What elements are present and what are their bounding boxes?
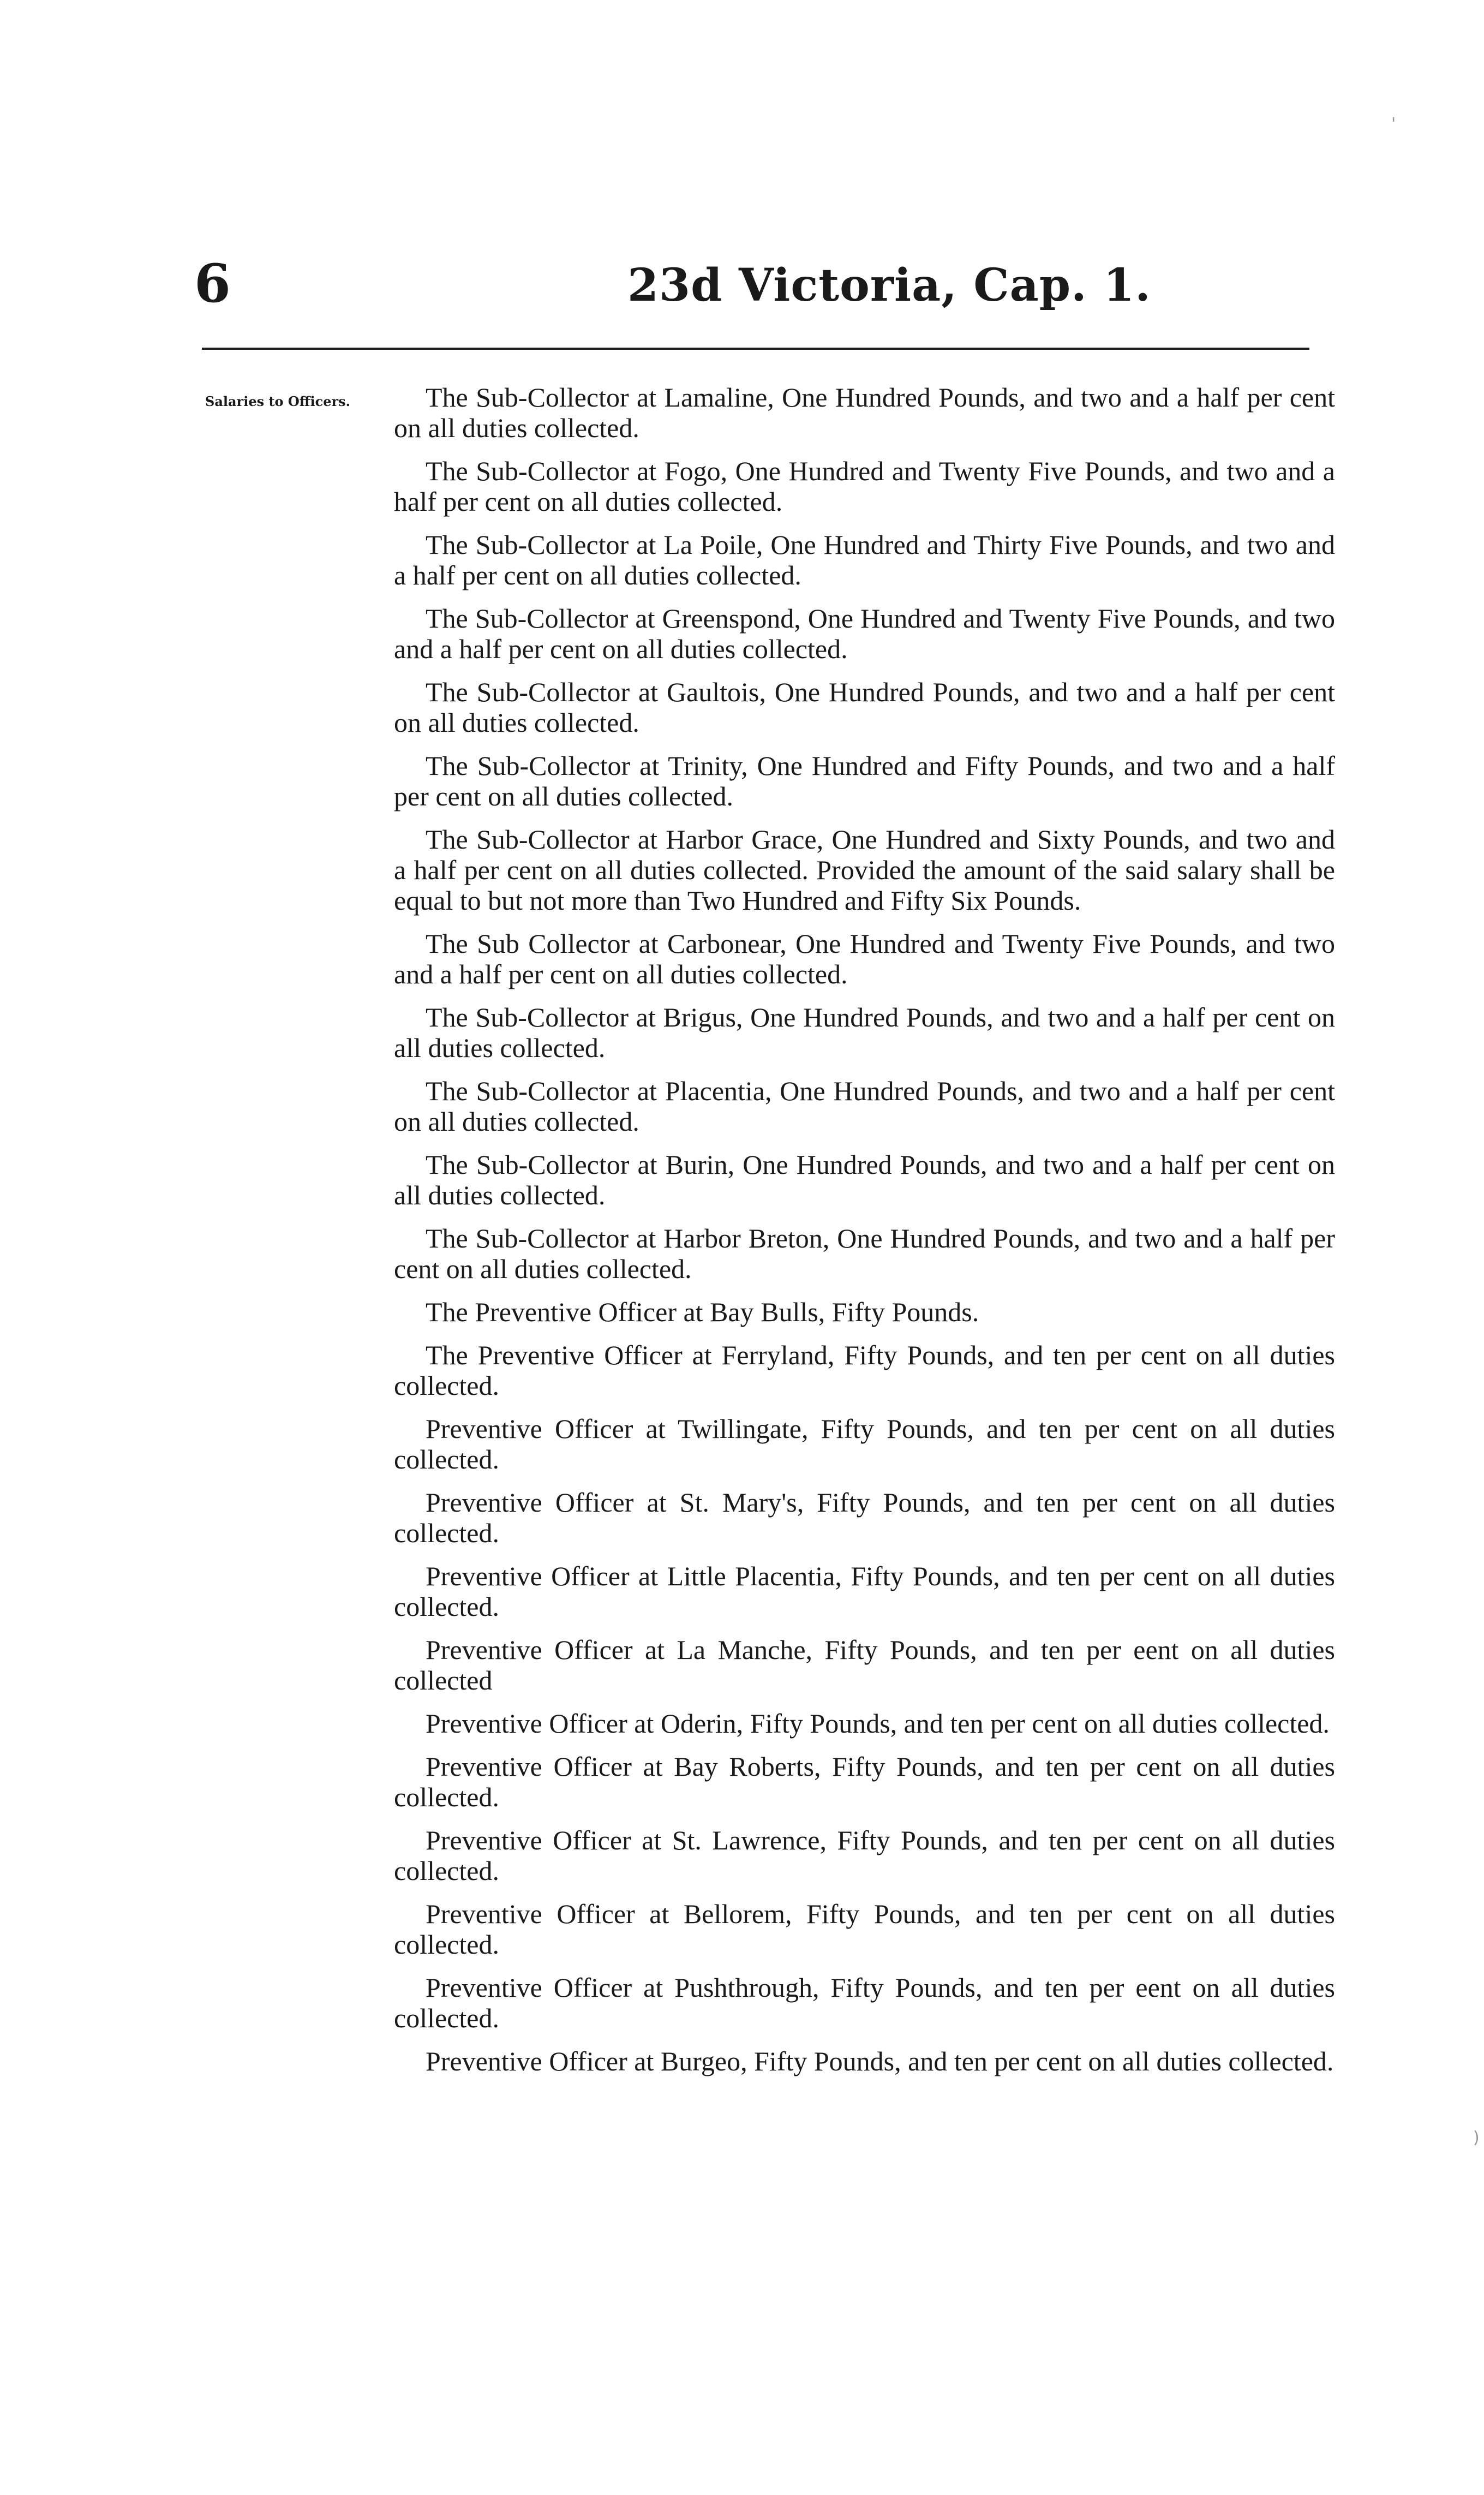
entry-brigus: The Sub-Collector at Brigus, One Hundred Pounds, and two and a half per cent on all duties collected. <box>394 1002 1335 1063</box>
entry-gaultois: The Sub-Collector at Gaultois, One Hundred Pounds, and two and a half per cent on all duties collected. <box>394 677 1335 738</box>
entry-burin: The Sub-Collector at Burin, One Hundred Pounds, and two and a half per cent on all duties collected. <box>394 1149 1335 1210</box>
entry-st-lawrence: Preventive Officer at St. Lawrence, Fifty Pounds, and ten per cent on all duties collected. <box>394 1825 1335 1886</box>
entry-la-manche: Preventive Officer at La Manche, Fifty Pounds, and ten per eent on all duties collected <box>394 1634 1335 1696</box>
entry-trinity: The Sub-Collector at Trinity, One Hundred and Fifty Pounds, and two and a half per cent on all duties collected. <box>394 750 1335 811</box>
entry-ferryland: The Preventive Officer at Ferryland, Fifty Pounds, and ten per cent on all duties collected. <box>394 1340 1335 1401</box>
page-number: 6 <box>194 253 231 314</box>
margin-note: Salaries to Officers. <box>205 393 351 409</box>
scan-speck: ) <box>1473 2128 1480 2147</box>
entry-harbor-grace: The Sub-Collector at Harbor Grace, One Hundred and Sixty Pounds, and two and a half per cent on all duties collected. Provided the amount of the said salary shall be equal to but not more than Two Hundred and Fifty Six Pounds. <box>394 824 1335 916</box>
entry-lamaline: The Sub-Collector at Lamaline, One Hundred Pounds, and two and a half per cent on all duties collected. <box>394 382 1335 443</box>
entry-burgeo: Preventive Officer at Burgeo, Fifty Pounds, and ten per cent on all duties collected. <box>426 2046 1334 2076</box>
entry-la-poile: The Sub-Collector at La Poile, One Hundred and Thirty Five Pounds, and two and a half per cent on all duties collected. <box>394 529 1335 590</box>
entry-twillingate: Preventive Officer at Twillingate, Fifty Pounds, and ten per cent on all duties collected. <box>394 1413 1335 1475</box>
body-text <box>394 382 1335 2089</box>
entry-greenspond: The Sub-Collector at Greenspond, One Hundred and Twenty Five Pounds, and two and a half per cent on all duties collected. <box>394 603 1335 664</box>
entry-st-marys: Preventive Officer at St. Mary's, Fifty Pounds, and ten per cent on all duties collected. <box>394 1487 1335 1548</box>
entry-bay-bulls: The Preventive Officer at Bay Bulls, Fifty Pounds. <box>426 1297 979 1327</box>
entry-pushthrough: Preventive Officer at Pushthrough, Fifty Pounds, and ten per eent on all duties collected. <box>394 1972 1335 2033</box>
entry-bellorem: Preventive Officer at Bellorem, Fifty Pounds, and ten per cent on all duties collected. <box>394 1899 1335 1960</box>
entry-fogo: The Sub-Collector at Fogo, One Hundred and Twenty Five Pounds, and two and a half per cent on all duties collected. <box>394 456 1335 517</box>
scan-speck: ' <box>1391 115 1396 134</box>
page-title: 23d Victoria, Cap. 1. <box>627 259 1151 312</box>
entry-little-placentia: Preventive Officer at Little Placentia, Fifty Pounds, and ten per cent on all duties collected. <box>394 1561 1335 1622</box>
entry-placentia: The Sub-Collector at Placentia, One Hundred Pounds, and two and a half per cent on all duties collected. <box>394 1076 1335 1137</box>
entry-oderin: Preventive Officer at Oderin, Fifty Pounds, and ten per cent on all duties collected. <box>426 1708 1330 1739</box>
entry-harbor-breton: The Sub-Collector at Harbor Breton, One Hundred Pounds, and two and a half per cent on all duties collected. <box>394 1223 1335 1284</box>
entry-bay-roberts: Preventive Officer at Bay Roberts, Fifty Pounds, and ten per cent on all duties collected. <box>394 1751 1335 1812</box>
header-rule <box>202 348 1309 350</box>
entry-carbonear: The Sub Collector at Carbonear, One Hundred and Twenty Five Pounds, and two and a half per cent on all duties collected. <box>394 928 1335 989</box>
